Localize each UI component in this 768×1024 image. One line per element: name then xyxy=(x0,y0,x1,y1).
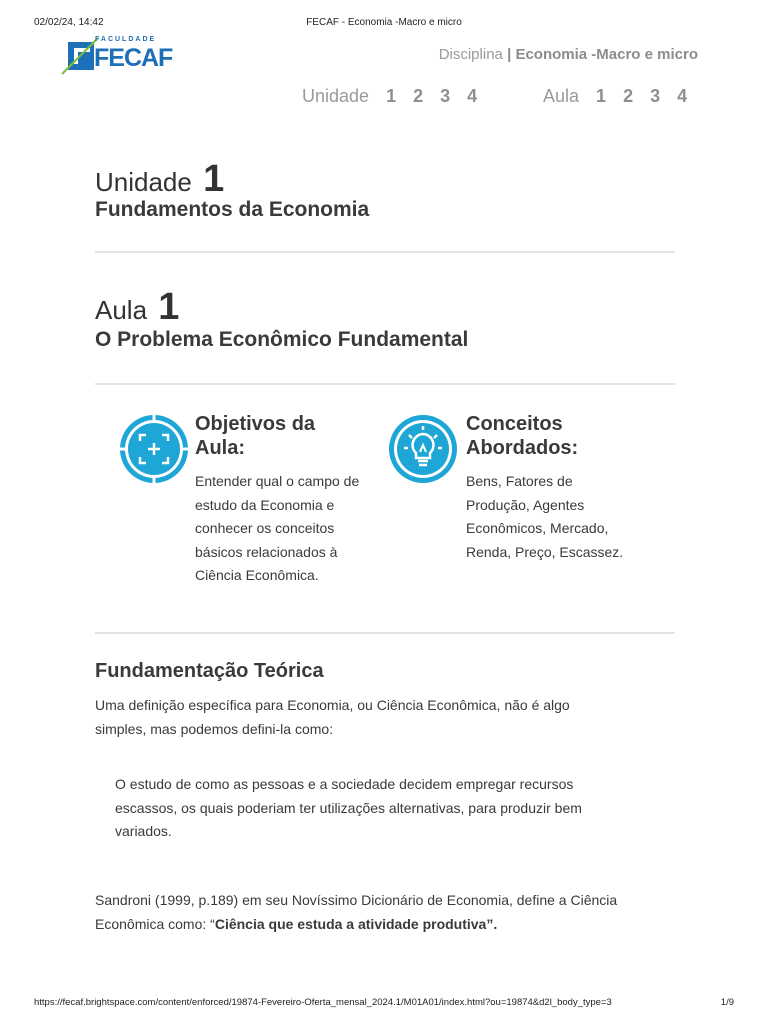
unit-title: Fundamentos da Economia xyxy=(95,198,370,221)
citation-bold: Ciência que estuda a atividade produtiva xyxy=(214,915,487,932)
objectives-line: conhecer os conceitos xyxy=(195,520,335,536)
lesson-nav xyxy=(543,86,687,107)
logo-main-text: FECAF xyxy=(94,44,173,72)
discipline-separator: | xyxy=(507,46,512,63)
definition-quote xyxy=(115,773,655,844)
logo-small-text: FACULDADE xyxy=(95,36,157,43)
concepts-title-line: Abordados: xyxy=(466,437,579,459)
concepts-line: Econômicos, Mercado, xyxy=(466,520,609,536)
objectives-line: Entender qual o campo de xyxy=(195,473,360,489)
unit-nav-label: Unidade xyxy=(302,86,370,106)
objectives-title-line: Aula: xyxy=(195,437,245,459)
divider xyxy=(95,251,675,253)
lesson-word: Aula xyxy=(95,295,148,325)
intro-line: simples, mas podemos defini-la como: xyxy=(95,720,334,737)
citation-prefix: Econômica como: “ xyxy=(95,915,215,932)
intro-paragraph xyxy=(95,694,655,741)
concepts-title xyxy=(466,412,578,460)
lesson-nav-3[interactable]: 3 xyxy=(650,86,661,106)
unit-nav-3[interactable]: 3 xyxy=(440,86,451,106)
lesson-nav-label: Aula xyxy=(543,86,580,106)
print-datetime: 02/02/24, 14:42 xyxy=(34,17,104,28)
divider xyxy=(95,383,675,385)
print-doc-title: FECAF - Economia -Macro e micro xyxy=(306,17,462,28)
print-url: https://fecaf.brightspace.com/content/enforced/19874-Fevereiro-Oferta_mensal_2024.1/M01A01/index.html?ou=19874&d2l_body_type=3 xyxy=(34,997,612,1008)
unit-nav xyxy=(302,86,477,107)
intro-line: Uma definição específica para Economia, ou Ciência Econômica, não é algo xyxy=(95,697,570,713)
objectives-line: Ciência Econômica. xyxy=(195,567,319,583)
citation-suffix: ”. xyxy=(486,915,498,932)
concepts-line: Bens, Fatores de xyxy=(466,473,573,489)
citation-line xyxy=(95,913,695,937)
objectives-text xyxy=(195,470,359,588)
unit-nav-1[interactable]: 1 xyxy=(386,86,397,106)
fecaf-logo[interactable] xyxy=(60,36,185,76)
concepts-text xyxy=(466,470,623,564)
discipline-header xyxy=(439,46,698,63)
lesson-nav-4[interactable]: 4 xyxy=(677,86,688,106)
print-page-number: 1/9 xyxy=(720,997,734,1008)
objectives-title-line: Objetivos da xyxy=(195,413,316,435)
objectives-line: estudo da Economia e xyxy=(195,496,335,513)
unit-heading xyxy=(95,158,224,201)
concepts-line: Renda, Preço, Escassez. xyxy=(466,543,624,560)
concepts-title-line: Conceitos xyxy=(466,413,563,435)
unit-nav-4[interactable]: 4 xyxy=(467,86,478,106)
lesson-number: 1 xyxy=(158,286,180,328)
divider xyxy=(95,632,675,634)
unit-nav-2[interactable]: 2 xyxy=(413,86,424,106)
quote-line: variados. xyxy=(115,823,172,839)
citation-paragraph xyxy=(95,889,695,936)
section-title: Fundamentação Teórica xyxy=(95,660,324,682)
lesson-heading xyxy=(95,286,179,329)
concepts-line: Produção, Agentes xyxy=(466,496,585,513)
quote-line: O estudo de como as pessoas e a sociedade decidem empregar recursos xyxy=(115,776,574,792)
lesson-nav-2[interactable]: 2 xyxy=(623,86,634,106)
objectives-title xyxy=(195,412,315,460)
unit-word: Unidade xyxy=(95,167,192,197)
lesson-nav-1[interactable]: 1 xyxy=(596,86,607,106)
objectives-line: básicos relacionados à xyxy=(195,543,338,560)
citation-line: Sandroni (1999, p.189) em seu Novíssimo Dicionário de Economia, define a Ciência xyxy=(95,892,618,908)
target-icon xyxy=(117,412,191,486)
discipline-name: Economia -Macro e micro xyxy=(515,46,698,63)
discipline-label: Disciplina xyxy=(438,46,503,63)
quote-line: escassos, os quais poderiam ter utilizações alternativas, para produzir bem xyxy=(115,799,582,816)
lesson-title: O Problema Econômico Fundamental xyxy=(95,328,469,351)
lightbulb-icon xyxy=(386,412,460,486)
unit-number: 1 xyxy=(203,158,225,200)
